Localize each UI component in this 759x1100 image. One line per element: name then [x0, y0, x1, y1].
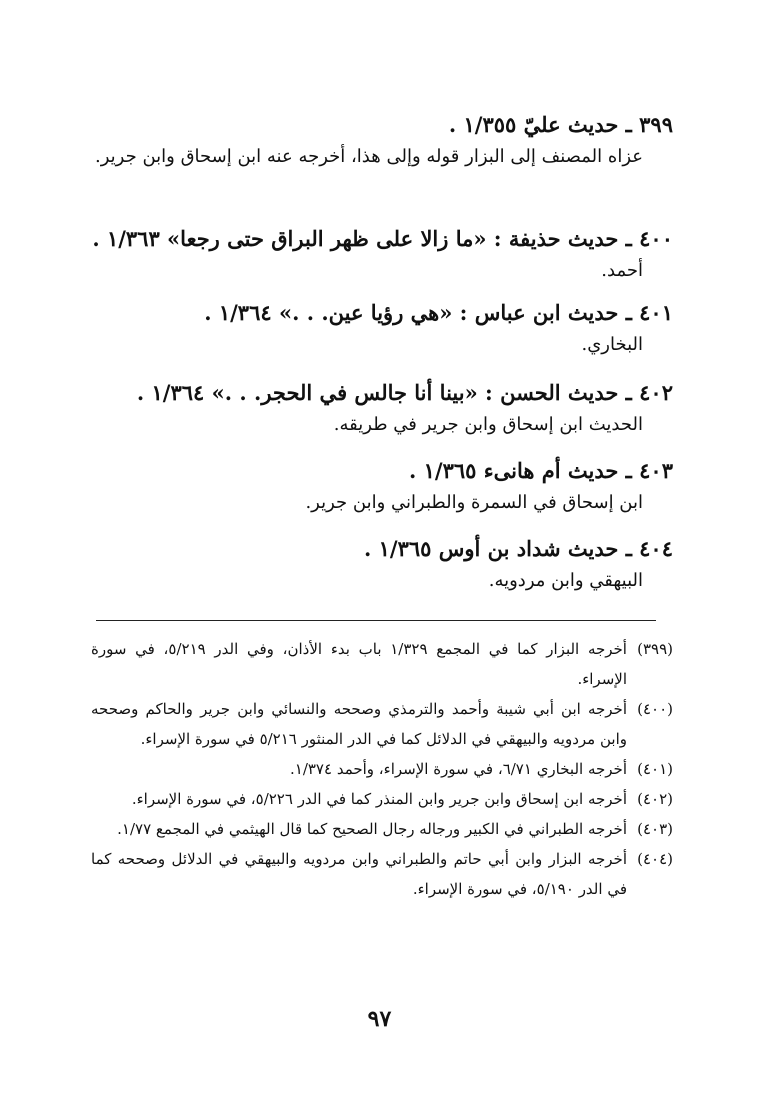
hadith-entry-402: [83, 378, 673, 442]
entry-source: البيهقي وابن مردويه.: [488, 570, 643, 591]
footnote-text: أخرجه البزار كما في المجمع ١/٣٢٩ باب بدء الأذان، وفي الدر ٥/٢١٩، في سورة الإسراء.: [91, 640, 627, 688]
footnote-separator: [96, 620, 656, 621]
footnote-401: [91, 754, 673, 784]
entry-heading: ٣٩٩ ـ حديث عليّ ١/٣٥٥ .: [448, 112, 673, 137]
entry-source: عزاه المصنف إلى البزار قوله وإلى هذا، أخرجه عنه ابن إسحاق وابن جرير.: [95, 146, 643, 167]
footnote-number: (٤٠٣): [637, 820, 673, 838]
entry-heading: ٤٠٠ ـ حديث حذيفة : «ما زالا على ظهر البراق حتى رجعا» ١/٣٦٣ .: [92, 226, 673, 251]
hadith-entry-400: [83, 224, 673, 288]
footnote-402: [91, 784, 673, 814]
footnote-number: (٤٠٤): [637, 850, 673, 868]
hadith-entry-401: [83, 298, 673, 362]
entry-source: الحديث ابن إسحاق وابن جرير في طريقه.: [333, 414, 643, 435]
footnote-text: أخرجه الطبراني في الكبير ورجاله رجال الصحيح كما قال الهيثمي في المجمع ١/٧٧.: [117, 820, 627, 838]
entry-heading: ٤٠٢ ـ حديث الحسن : «بينا أنا جالس في الحجر. . .» ١/٣٦٤ .: [136, 380, 673, 405]
footnote-399: [91, 634, 673, 694]
footnote-text: أخرجه البزار وابن أبي حاتم والطبراني وابن مردويه والبيهقي في الدلائل وصححه كما في الدر ٥/١٩٠، في سورة الإسراء.: [91, 850, 627, 898]
footnote-text: أخرجه ابن أبي شيبة وأحمد والترمذي وصححه والنسائي وابن جرير والحاكم وصححه وابن مردويه والبيهقي في الدلائل كما في الدر المنثور ٥/٢١٦ في سورة الإسراء.: [91, 700, 627, 748]
page-number: ٩٧: [367, 1006, 392, 1032]
footnote-403: [91, 814, 673, 844]
footnote-text: أخرجه البخاري ٦/٧١، في سورة الإسراء، وأحمد ١/٣٧٤.: [289, 760, 627, 778]
footnote-number: (٤٠٢): [637, 790, 673, 808]
footnote-400: [91, 694, 673, 754]
entry-heading: ٤٠٣ ـ حديث أم هانىء ١/٣٦٥ .: [409, 458, 673, 483]
footnote-text: أخرجه ابن إسحاق وابن جرير وابن المنذر كما في الدر ٥/٢٢٦، في سورة الإسراء.: [131, 790, 627, 808]
hadith-entry-399: [83, 110, 673, 174]
footnote-404: [91, 844, 673, 904]
footnote-number: (٤٠٠): [637, 700, 673, 718]
entry-source: البخاري.: [581, 334, 643, 355]
hadith-entry-403: [83, 456, 673, 520]
entry-heading: ٤٠٤ ـ حديث شداد بن أوس ١/٣٦٥ .: [364, 536, 673, 561]
entry-heading: ٤٠١ ـ حديث ابن عباس : «هي رؤيا عين. . .» ١/٣٦٤ .: [204, 300, 673, 325]
entry-source: أحمد.: [601, 260, 643, 281]
footnote-number: (٤٠١): [637, 760, 673, 778]
hadith-entry-404: [83, 534, 673, 598]
footnote-number: (٣٩٩): [637, 640, 673, 658]
entry-source: ابن إسحاق في السمرة والطبراني وابن جرير.: [305, 492, 643, 513]
footnotes: [91, 634, 673, 904]
